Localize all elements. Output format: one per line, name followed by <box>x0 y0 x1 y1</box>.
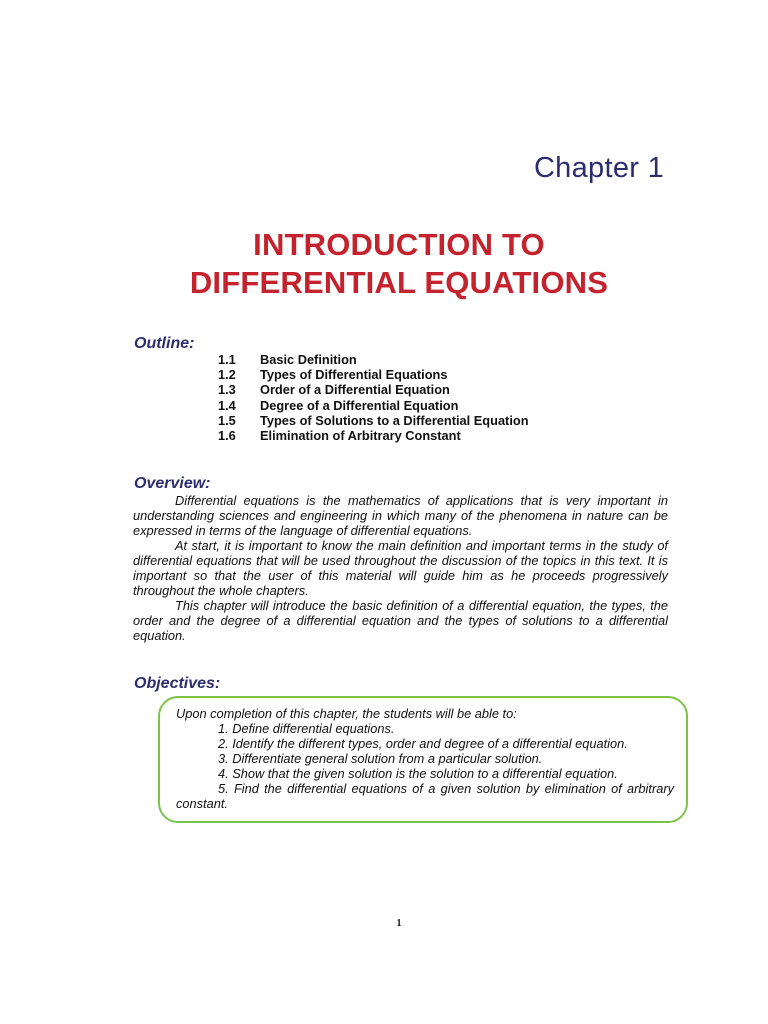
outline-item: 1.2 Types of Differential Equations <box>218 367 448 383</box>
title-line-2: DIFFERENTIAL EQUATIONS <box>189 265 609 300</box>
page-number: 1 <box>396 918 402 929</box>
objectives-heading: Objectives: <box>134 675 221 692</box>
outline-item: 1.5 Types of Solutions to a Differential Equation <box>218 412 529 428</box>
objectives-intro: Upon completion of this chapter, the students will be able to: <box>176 706 517 721</box>
outline-item: 1.6 Elimination of Arbitrary Constant <box>218 428 461 444</box>
objective-item: 5. Find the differential equations of a given solution by elimination of arbitrary constant. <box>176 781 674 811</box>
outline-item: 1.3 Order of a Differential Equation <box>218 382 450 398</box>
objective-item: 4. Show that the given solution is the solution to a differential equation. <box>218 766 618 781</box>
objective-item: 2. Identify the different types, order and degree of a differential equation. <box>218 736 628 751</box>
title-line-1: INTRODUCTION TO <box>253 227 545 262</box>
objective-item: 3. Differentiate general solution from a particular solution. <box>218 751 543 766</box>
objectives-body <box>176 706 674 811</box>
objective-item: 1. Define differential equations. <box>218 721 395 736</box>
outline-item: 1.1 Basic Definition <box>218 352 357 367</box>
overview-paragraph: Differential equations is the mathematics of applications that is very important in understanding sciences and engineering in which many of the phenomena in nature can be expressed in terms of the language of differential equations. <box>133 493 668 538</box>
overview-paragraph: At start, it is important to know the main definition and important terms in the study of differential equations that will be used throughout the discussion of the topics in this text. It is important so that the user of this material will guide him as he proceeds progressively throughout the whole chapters. <box>133 538 668 598</box>
outline-list <box>218 352 529 443</box>
outline-item: 1.4 Degree of a Differential Equation <box>218 397 459 413</box>
overview-heading: Overview: <box>134 475 211 492</box>
chapter-label: Chapter 1 <box>533 152 664 184</box>
overview-body <box>133 493 668 643</box>
outline-heading: Outline: <box>134 335 195 352</box>
chapter-title <box>0 226 768 302</box>
overview-paragraph: This chapter will introduce the basic definition of a differential equation, the types, the order and the degree of a differential equation and the types of solutions to a differential equation. <box>133 598 668 643</box>
